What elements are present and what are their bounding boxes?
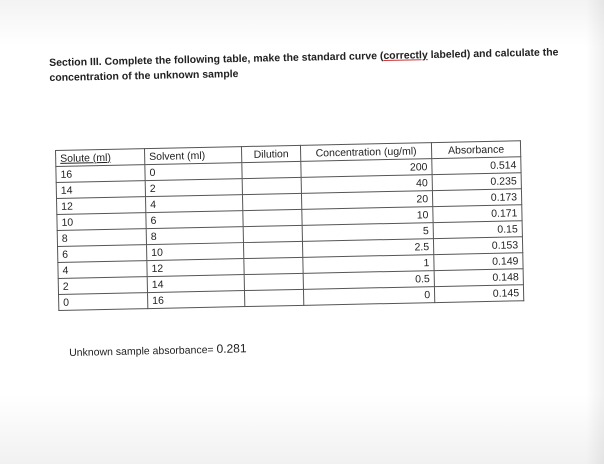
cell-solute: 8 xyxy=(57,229,146,247)
cell-solute: 6 xyxy=(58,245,147,263)
cell-solvent: 14 xyxy=(147,275,244,293)
cell-absorbance: 0.514 xyxy=(432,157,521,175)
cell-absorbance: 0.173 xyxy=(432,189,521,207)
cell-absorbance: 0.148 xyxy=(434,269,523,287)
cell-dilution xyxy=(243,225,302,242)
section-instructions xyxy=(49,45,570,86)
header-absorbance: Absorbance xyxy=(431,141,520,159)
cell-concentration: 1 xyxy=(303,255,434,274)
cell-dilution xyxy=(242,161,301,178)
cell-solute: 14 xyxy=(56,181,145,199)
cell-dilution xyxy=(243,241,302,258)
cell-solute: 0 xyxy=(59,293,148,311)
header-solvent: Solvent (ml) xyxy=(144,147,241,165)
cell-solute: 10 xyxy=(57,213,146,231)
unknown-sample-label: Unknown sample absorbance= xyxy=(69,343,217,359)
cell-concentration: 5 xyxy=(302,223,433,242)
cell-dilution xyxy=(244,273,303,290)
cell-absorbance: 0.145 xyxy=(434,285,523,303)
header-concentration: Concentration (ug/ml) xyxy=(300,143,431,162)
cell-absorbance: 0.171 xyxy=(433,205,522,223)
section-label: Section III. xyxy=(49,55,102,69)
cell-absorbance: 0.149 xyxy=(434,253,523,271)
cell-concentration: 0 xyxy=(303,287,434,306)
dilution-table xyxy=(55,140,524,311)
cell-solute: 4 xyxy=(58,261,147,279)
cell-solvent: 8 xyxy=(146,227,243,245)
cell-solvent: 2 xyxy=(145,179,242,197)
cell-solvent: 0 xyxy=(145,163,242,181)
cell-concentration: 2.5 xyxy=(302,239,433,258)
cell-solute: 16 xyxy=(56,165,145,183)
cell-concentration: 10 xyxy=(302,207,433,226)
cell-concentration: 20 xyxy=(301,191,432,210)
page-edge-shadow xyxy=(586,0,604,464)
cell-solvent: 6 xyxy=(146,211,243,229)
instructions-text-part1: Complete the following table, make the standard curve ( xyxy=(101,49,384,68)
cell-dilution xyxy=(244,257,303,274)
cell-concentration: 40 xyxy=(301,175,432,194)
header-dilution: Dilution xyxy=(241,145,300,162)
cell-absorbance: 0.153 xyxy=(433,237,522,255)
header-solute: Solute (ml) xyxy=(56,149,145,167)
cell-solute: 12 xyxy=(57,197,146,215)
cell-solvent: 4 xyxy=(145,195,242,213)
cell-absorbance: 0.15 xyxy=(433,221,522,239)
cell-dilution xyxy=(244,289,303,306)
cell-solvent: 12 xyxy=(147,259,244,277)
instructions-text-part2: labeled) and calculate the concentration of the unknown sample xyxy=(49,46,559,84)
cell-concentration: 0.5 xyxy=(303,271,434,290)
unknown-sample-line xyxy=(69,341,247,359)
cell-concentration: 200 xyxy=(301,159,432,178)
cell-solvent: 16 xyxy=(148,291,245,309)
cell-dilution xyxy=(243,209,302,226)
instructions-emphasis: correctly xyxy=(383,49,428,62)
cell-solute: 2 xyxy=(58,277,147,295)
unknown-sample-value: 0.281 xyxy=(216,341,247,356)
cell-absorbance: 0.235 xyxy=(432,173,521,191)
cell-dilution xyxy=(242,193,301,210)
cell-solvent: 10 xyxy=(147,243,244,261)
cell-dilution xyxy=(242,177,301,194)
